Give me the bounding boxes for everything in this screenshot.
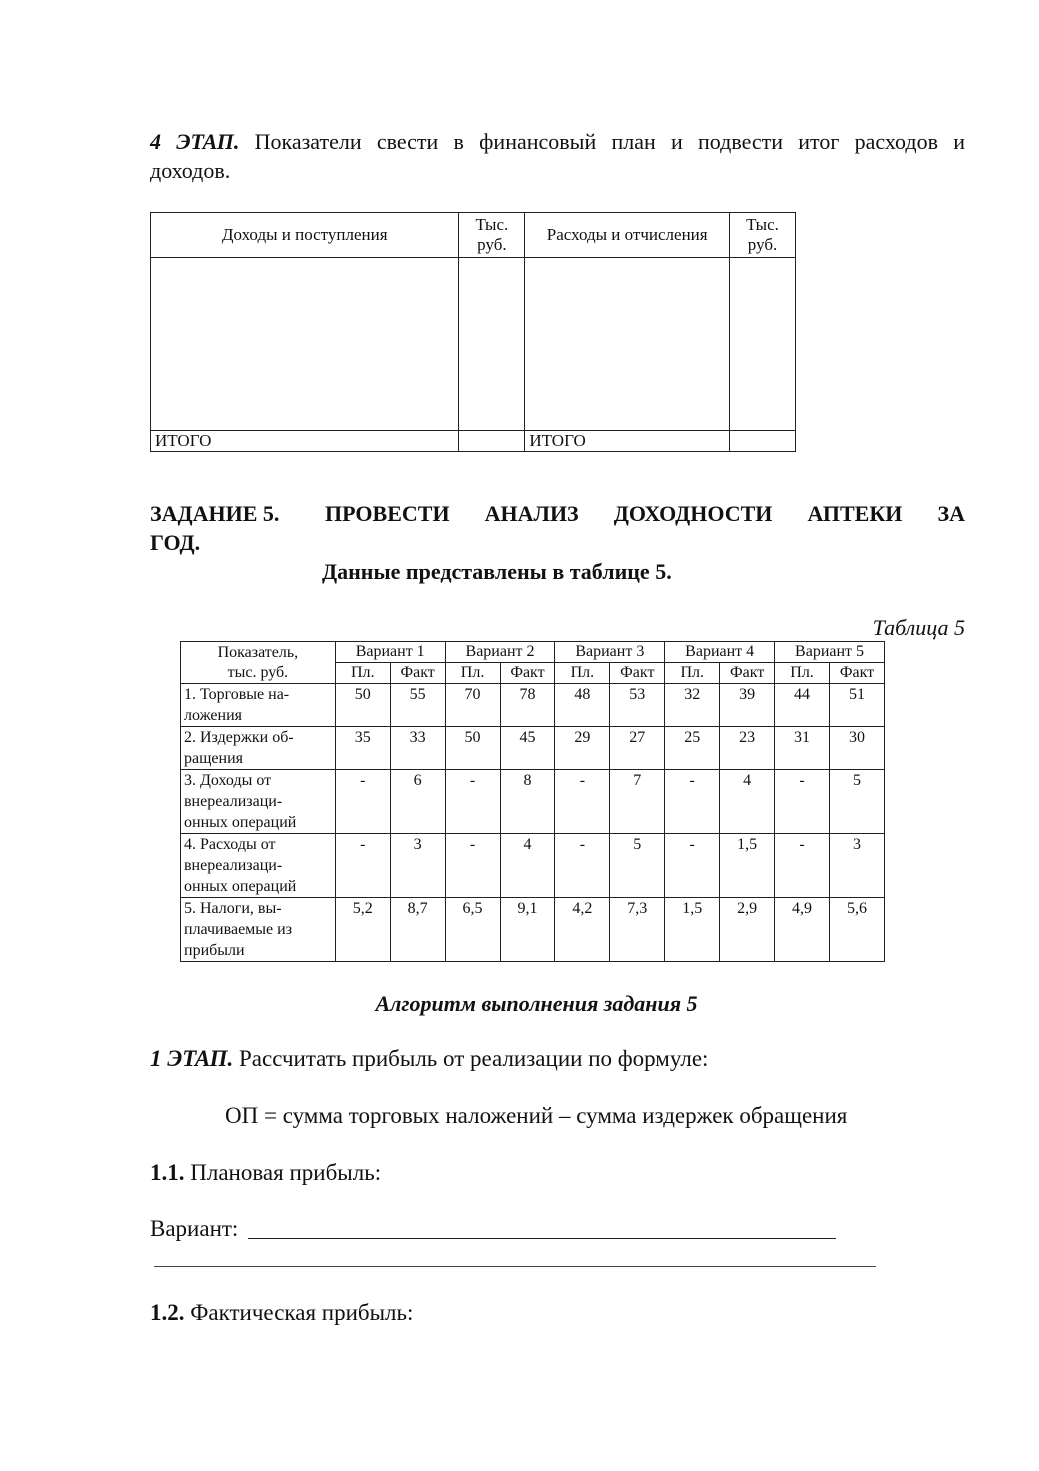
table5-body [181, 684, 885, 962]
stage4-label: 4 ЭТАП. [150, 129, 240, 154]
sub-fact: Факт [610, 663, 665, 684]
value-cell: 39 [720, 684, 775, 727]
item-1-2-number: 1.2. [150, 1300, 185, 1325]
value-cell: 1,5 [665, 898, 720, 962]
financial-plan-table [150, 212, 796, 452]
value-cell: 5,6 [829, 898, 884, 962]
table-row [181, 770, 885, 834]
value-cell: 3 [390, 834, 445, 898]
sub-fact: Факт [720, 663, 775, 684]
variant-header: Вариант 2 [445, 642, 555, 663]
task5-heading-left: ЗАДАНИЕ 5. [150, 501, 280, 526]
item-1-1 [150, 1158, 381, 1188]
income-cell [151, 258, 459, 431]
table-row [181, 834, 885, 898]
value-cell: 35 [335, 727, 390, 770]
task5-heading-right: ПРОВЕСТИ АНАЛИЗ ДОХОДНОСТИ АПТЕКИ ЗА [325, 501, 965, 526]
value-cell: 31 [775, 727, 830, 770]
income-amount-cell [459, 258, 525, 431]
formula: ОП = сумма торговых наложений – сумма издержек обращения [225, 1103, 848, 1128]
stage4-text-line2: доходов. [150, 158, 231, 183]
answer-line-2[interactable] [154, 1266, 876, 1267]
task5-heading [150, 500, 965, 528]
variant-header: Вариант 4 [665, 642, 775, 663]
value-cell: 70 [445, 684, 500, 727]
sub-plan: Пл. [445, 663, 500, 684]
value-cell: 1,5 [720, 834, 775, 898]
stage1-line [150, 1044, 708, 1074]
value-cell: - [445, 834, 500, 898]
variant-header: Вариант 5 [775, 642, 885, 663]
algorithm-title: Алгоритм выполнения задания 5 [375, 991, 698, 1016]
value-cell: 5 [829, 770, 884, 834]
value-cell: - [335, 834, 390, 898]
item-1-2 [150, 1298, 413, 1328]
value-cell: 27 [610, 727, 665, 770]
stage4-paragraph-line1 [150, 128, 965, 156]
value-cell: - [555, 770, 610, 834]
value-cell: 50 [335, 684, 390, 727]
value-cell: - [335, 770, 390, 834]
expense-cell [525, 258, 730, 431]
value-cell: 4,9 [775, 898, 830, 962]
value-cell: 6,5 [445, 898, 500, 962]
row-label: 3. Доходы от внереализаци- онных операций [181, 770, 336, 834]
row-label: 1. Торговые на- ложения [181, 684, 336, 727]
task5-subheading: Данные представлены в таблице 5. [322, 559, 672, 584]
header-unit-expense: Тыс. руб. [730, 213, 796, 258]
header-unit-income: Тыс. руб. [459, 213, 525, 258]
sub-plan: Пл. [775, 663, 830, 684]
item-1-1-number: 1.1. [150, 1160, 185, 1185]
value-cell: 32 [665, 684, 720, 727]
sub-fact: Факт [500, 663, 555, 684]
sub-plan: Пл. [555, 663, 610, 684]
total-income-value [459, 431, 525, 452]
value-cell: - [775, 834, 830, 898]
item-1-1-text: Плановая прибыль: [190, 1160, 382, 1185]
value-cell: 8,7 [390, 898, 445, 962]
value-cell: 48 [555, 684, 610, 727]
value-cell: 5,2 [335, 898, 390, 962]
total-expense-label: ИТОГО [525, 431, 730, 452]
value-cell: 9,1 [500, 898, 555, 962]
variant-label: Вариант: [150, 1216, 239, 1241]
sub-fact: Факт [829, 663, 884, 684]
value-cell: - [665, 770, 720, 834]
value-cell: 7 [610, 770, 665, 834]
task5-heading-line2: ГОД. [150, 530, 201, 555]
table-row [181, 684, 885, 727]
stage1-text: Рассчитать прибыль от реализации по формуле: [238, 1046, 709, 1071]
value-cell: 29 [555, 727, 610, 770]
header-expense: Расходы и отчисления [525, 213, 730, 258]
value-cell: - [665, 834, 720, 898]
value-cell: 78 [500, 684, 555, 727]
value-cell: 23 [720, 727, 775, 770]
total-income-label: ИТОГО [151, 431, 459, 452]
expense-amount-cell [730, 258, 796, 431]
value-cell: 30 [829, 727, 884, 770]
value-cell: 7,3 [610, 898, 665, 962]
header-income: Доходы и поступления [151, 213, 459, 258]
value-cell: 55 [390, 684, 445, 727]
variant-header: Вариант 3 [555, 642, 665, 663]
table5 [180, 641, 885, 962]
table-row [181, 898, 885, 962]
answer-line-1[interactable] [248, 1238, 836, 1239]
value-cell: 4 [720, 770, 775, 834]
table5-caption: Таблица 5 [872, 615, 965, 640]
stage4-text-line1: Показатели свести в финансовый план и подвести итог расходов и [254, 129, 965, 154]
value-cell: 5 [610, 834, 665, 898]
value-cell: 53 [610, 684, 665, 727]
table-row [181, 727, 885, 770]
value-cell: 44 [775, 684, 830, 727]
value-cell: 3 [829, 834, 884, 898]
total-expense-value [730, 431, 796, 452]
value-cell: - [555, 834, 610, 898]
stage1-label: 1 ЭТАП. [150, 1046, 234, 1071]
value-cell: - [445, 770, 500, 834]
value-cell: 50 [445, 727, 500, 770]
value-cell: 33 [390, 727, 445, 770]
value-cell: 4 [500, 834, 555, 898]
row-label: 2. Издержки об- ращения [181, 727, 336, 770]
sub-plan: Пл. [335, 663, 390, 684]
value-cell: 25 [665, 727, 720, 770]
sub-plan: Пл. [665, 663, 720, 684]
variant-header: Вариант 1 [335, 642, 445, 663]
row-label: 5. Налоги, вы- плачиваемые из прибыли [181, 898, 336, 962]
item-1-2-text: Фактическая прибыль: [190, 1300, 414, 1325]
value-cell: 8 [500, 770, 555, 834]
value-cell: 2,9 [720, 898, 775, 962]
indicator-header: Показатель, тыс. руб. [181, 642, 336, 684]
value-cell: - [775, 770, 830, 834]
value-cell: 6 [390, 770, 445, 834]
value-cell: 51 [829, 684, 884, 727]
value-cell: 45 [500, 727, 555, 770]
value-cell: 4,2 [555, 898, 610, 962]
row-label: 4. Расходы от внереализаци- онных операций [181, 834, 336, 898]
sub-fact: Факт [390, 663, 445, 684]
